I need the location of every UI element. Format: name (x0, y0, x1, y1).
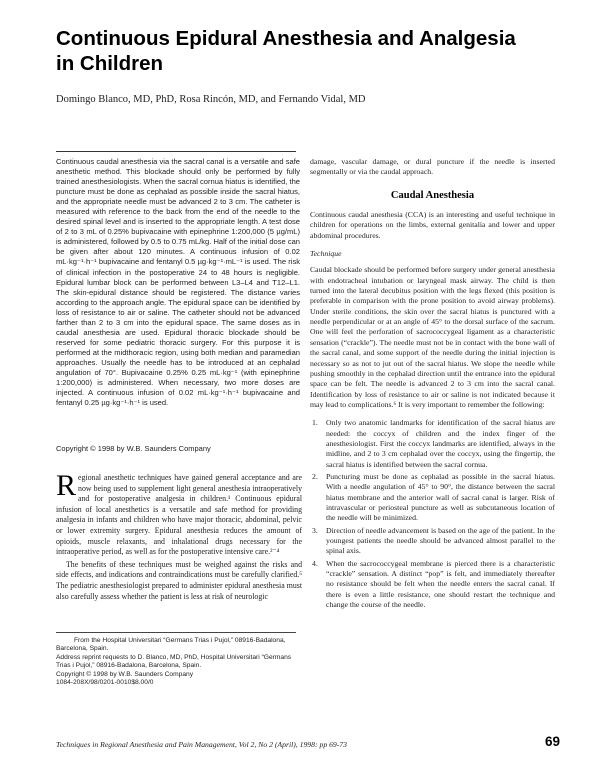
footnote-rule (56, 632, 296, 633)
list-item-number: 3. (312, 525, 318, 535)
list-item-text: Direction of needle advancement is based on the age of the patient. In the youngest patients the needle should be advanced almost parallel to the spinal axis. (326, 525, 555, 556)
intro-paragraph-1-text: egional anesthetic techniques have gained general acceptance and are now being used to supplement light general anesthesia intraoperatively and for postoperative analgesia in children.¹ Continuous epidural infusion of local anesthetics is a versatile and safe method for providing analgesia in infants and children who have major thoracic, abdominal, pelvic or lower extremity surgery. Epidural anesthesia reduces the amount of opioids, muscle relaxants, and inhalational drugs necessary for the intraoperative period, as well as for the postoperative intensive care.²⁻⁴ (56, 473, 302, 557)
continuation-text: damage, vascular damage, or dural puncture if the needle is inserted segmentally or via the caudal approach. (310, 157, 555, 177)
list-item (310, 472, 555, 524)
technique-subheading: Technique (310, 249, 342, 259)
caudal-paragraph-2: Caudal blockade should be performed before surgery under general anesthesia with endotracheal intubation or laryngeal mask airway. The child is then turned into the lateral decubitus position with the legs flexed (this position is preferable in comparison with the prone position to avoid airway problems). Under sterile conditions, the skin over the sacral hiatus is punctured with a needle perpendicular or at an angle of 45° to the dorsal surface of the sacrum. One will feel the perforation of sacrococcygeal ligament as a characteristic sensation (“crackle”). The needle must not be in contact with the bone wall of the sacral canal, and some support of the needle during the initial injection is necessary so as not to jut out of the sacral hiatus. We slope the needle while pushing smoothly in the cephalad direction until the entrance into the epidural space can be felt. The needle is advanced 2 to 3 cm into the sacral canal. Identification by loss of resistance to air or saline is not indicated because it may lead to complications.⁶ It is very important to remember the following: (310, 265, 555, 409)
list-item (310, 559, 555, 611)
article-title: Continuous Epidural Anesthesia and Analgesia in Children (56, 27, 516, 75)
right-column (310, 157, 555, 612)
abstract-rule (56, 151, 296, 152)
intro-paragraph-1 (56, 469, 302, 558)
journal-citation: Techniques in Regional Anesthesia and Pain Management, Vol 2, No 2 (April), 1998: pp 69-73 (56, 740, 348, 749)
drop-cap: R (56, 469, 77, 502)
footnotes (56, 637, 302, 688)
footnote-copyright: Copyright © 1998 by W.B. Saunders Company (56, 670, 194, 678)
introduction (56, 469, 302, 604)
technique-list (310, 418, 555, 610)
footnote-affiliation: From the Hospital Universitari “Germans Trias i Pujol,” 08916-Badalona, Barcelona, Spain. (56, 637, 286, 653)
list-item-text: Only two anatomic landmarks for identification of the sacral hiatus are needed: the coccyx of children and the index finger of the anesthesiologist. First the coccyx landmarks are identified, always in the midline, and 2 to 3 cm cephalad over the coccyx, using the fingertip, the sacral hiatus is identified between the sacral cornua. (326, 418, 555, 469)
list-item-number: 4. (312, 558, 318, 568)
list-item-text: When the sacrococcygeal membrane is pierced there is a characteristic “crackle” sensation. A distinct “pop” is felt, and immediately thereafter no resistance should be felt when the needle enters the sacral canal. If there is even a little resistance, one should restart the technique and change the course of the needle. (326, 558, 555, 610)
list-item (310, 526, 555, 557)
intro-paragraph-2: The benefits of these techniques must be weighed against the risks and side effects, and indications and contraindications must be carefully clarified.⁵ The pediatric anesthesiologist prepared to administer epidural anesthesia must also carefully assess whether the patient is less at risk of neurologic (56, 559, 302, 601)
section-heading: Caudal Anesthesia (390, 189, 475, 201)
page-number: 69 (544, 734, 560, 749)
list-item-number: 1. (312, 418, 318, 428)
list-item (310, 418, 555, 470)
list-item-text: Puncturing must be done as cephalad as possible in the sacral hiatus. With a needle angulation of 45° to 90°, the distance between the sacral hiatus membrane and the anterior wall of sacral canal is larger. Risk of intravascular or periosteal puncture as well as subcutaneous location of the needle will be minimized. (326, 471, 555, 523)
footnote-code: 1084-208X/98/0201-0010$8.00/0 (56, 679, 154, 687)
abstract-text: Continuous caudal anesthesia via the sacral canal is a versatile and safe anesthetic method. This blockade should only be performed by fully trained anesthesiologists. When the sacral cornua hiatus is identified, the puncture must be done as cephalad as possible inside the sacral hiatus, and the appropriate needle must be advanced 2 to 3 cm. The catheter is measured with reference to the back from the end of the needle to the desired spinal level and is inserted to the appropriate length. A test dose of 2 to 3 mL of 0.25% bupivacaine with epinephrine 1:200,000 (5 µg/mL) is administered, followed by 0.5 to 0.75 mL/kg. Half of the initial dose can be given after about 120 minutes. A continuous infusion of 0.02 mL·kg⁻¹·h⁻¹ bupivacaine and fentanyl 0.5 µg·kg⁻¹·mL⁻¹ is used. The risk of clinical infection in the postoperative 24 to 48 hours is negligible. Epidural lumbar block can be performed between L3–L4 and T12–L1. The skin-epidural distance should be registered. The distance varies according to the approach angle. The epidural space can be identified by loss of resistance to air or saline. The catheter should not be advanced farther than 2 to 3 cm into the epidural space. The same doses as in caudal anesthesia are used. Epidural thoracic blockade should be reserved for some pediatric thoracic surgery. For this purpose it is performed at the midthoracic region, using both median and paramedian approaches. Usually the needle has to be introduced at an cephalad angulation of 70°. Bupivacaine 0.25% 0.25 mL·kg⁻¹ (with epinephrine 1:200,000) is administered. When necessary, two more doses are injected. A continuous infusion of 0.02 mL·kg⁻¹·h⁻¹ bupivacaine and fentanyl 0.25 µg·kg⁻¹·h⁻¹ is used. (56, 157, 300, 408)
abstract-copyright: Copyright © 1998 by W.B. Saunders Company (56, 444, 211, 453)
list-item-number: 2. (312, 471, 318, 481)
caudal-paragraph-1: Continuous caudal anesthesia (CCA) is an interesting and useful technique in children for operations on the limbs, external genitalia and lower and upper abdominal procedures. (310, 210, 555, 240)
footnote-reprints: Address reprint requests to D. Blanco, MD, PhD, Hospital Universitari “Germans Trias i Pujol,” 08916-Badalona, Barcelona, Spain. (56, 653, 292, 670)
author-list: Domingo Blanco, MD, PhD, Rosa Rincón, MD, and Fernando Vidal, MD (56, 94, 366, 105)
